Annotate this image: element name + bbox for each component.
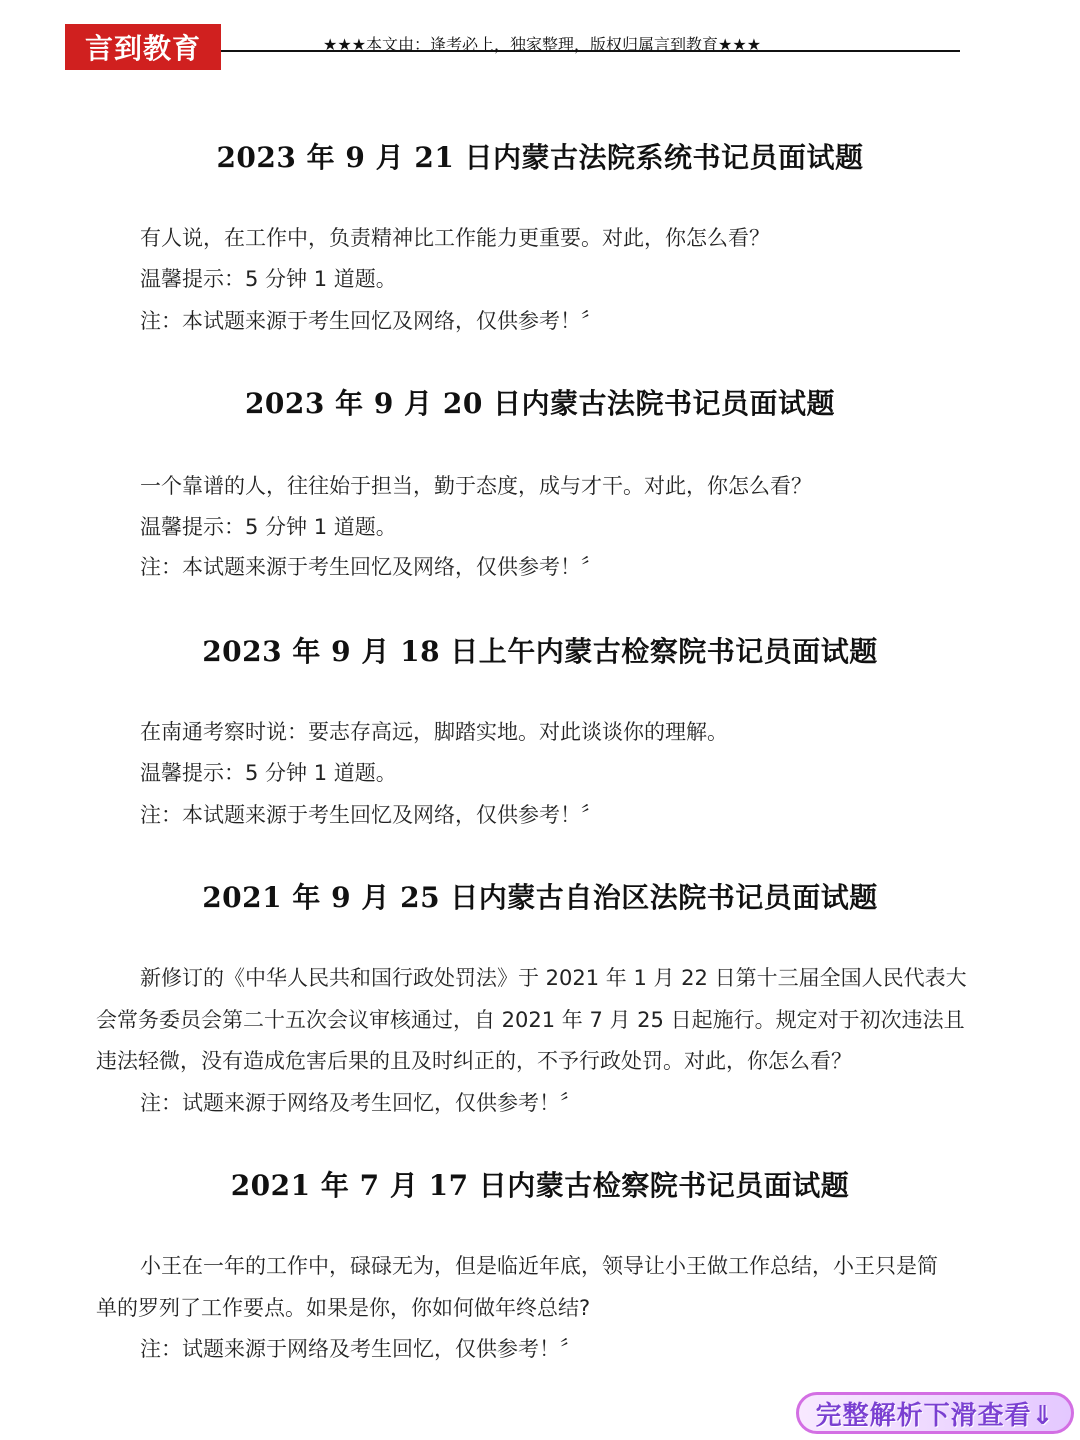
tip-text: 温馨提示：5 分钟 1 道题。 xyxy=(140,515,397,539)
paragraph-line: 会常务委员会第二十五次会议审核通过，自 2021 年 7 月 25 日起施行。规定对于初次违法且 xyxy=(96,1008,965,1032)
paragraph-line: 单的罗列了工作要点。如果是你，你如何做年终总结? xyxy=(96,1296,591,1320)
section-title: 2023 年 9 月 18 日上午内蒙古检察院书记员面试题 xyxy=(202,635,878,668)
tip-text: 温馨提示：5 分钟 1 道题。 xyxy=(140,267,397,291)
source-note: 注：试题来源于网络及考生回忆，仅供参考！〞 xyxy=(140,1091,581,1115)
source-note: 注：试题来源于网络及考生回忆，仅供参考！〞 xyxy=(140,1337,581,1361)
paragraph-line: 新修订的《中华人民共和国行政处罚法》于 2021 年 1 月 22 日第十三届全国人民代表大 xyxy=(140,966,967,990)
copyright-note: ★★★本文由：逢考必上，独家整理，版权归属言到教育★★★ xyxy=(323,35,762,54)
source-note: 注：本试题来源于考生回忆及网络，仅供参考！〞 xyxy=(140,309,602,333)
paragraph-line: 小王在一年的工作中，碌碌无为，但是临近年底，领导让小王做工作总结，小王只是简 xyxy=(140,1254,938,1278)
question-text: 在南通考察时说：要志存高远，脚踏实地。对此谈谈你的理解。 xyxy=(140,720,728,744)
source-note: 注：本试题来源于考生回忆及网络，仅供参考！〞 xyxy=(140,803,602,827)
tip-text: 温馨提示：5 分钟 1 道题。 xyxy=(140,761,397,785)
paragraph-line: 违法轻微，没有造成危害后果的且及时纠正的，不予行政处罚。对此，你怎么看？ xyxy=(96,1049,852,1073)
question-text: 一个靠谱的人，往往始于担当，勤于态度，成与才干。对此，你怎么看？ xyxy=(140,474,812,498)
section-title: 2023 年 9 月 21 日内蒙古法院系统书记员面试题 xyxy=(216,141,864,174)
source-note: 注：本试题来源于考生回忆及网络，仅供参考！〞 xyxy=(140,555,602,579)
view-full-analysis-button[interactable]: 完整解析下滑查看⇓ xyxy=(796,1392,1074,1434)
brand-logo: 言到教育 xyxy=(65,24,221,70)
document-header xyxy=(65,24,960,72)
section-title: 2023 年 9 月 20 日内蒙古法院书记员面试题 xyxy=(244,387,836,420)
question-text: 有人说，在工作中，负责精神比工作能力更重要。对此，你怎么看？ xyxy=(140,226,770,250)
section-title: 2021 年 7 月 17 日内蒙古检察院书记员面试题 xyxy=(230,1169,850,1202)
section-title: 2021 年 9 月 25 日内蒙古自治区法院书记员面试题 xyxy=(202,881,878,914)
